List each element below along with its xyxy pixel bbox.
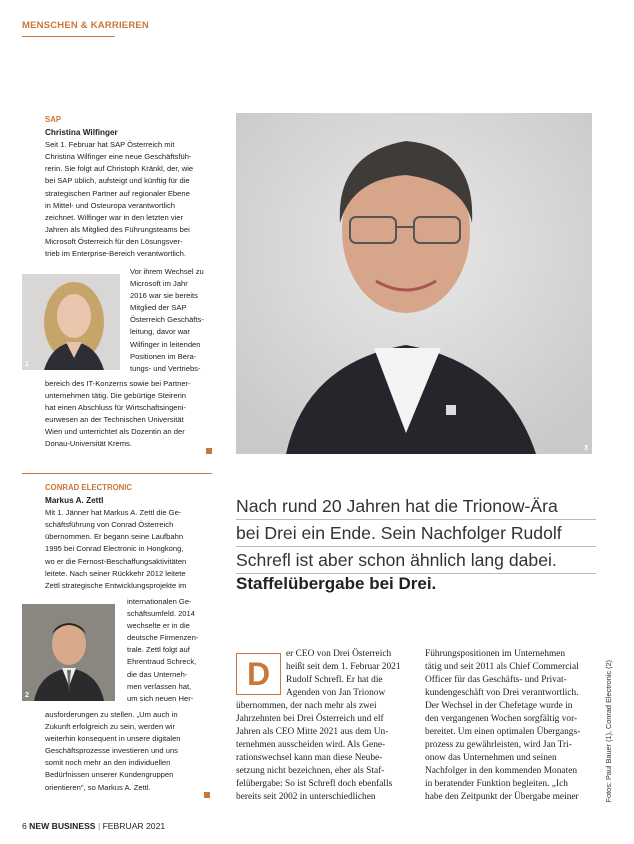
section-label: MENSCHEN & KARRIEREN: [22, 20, 149, 31]
sap-company: SAP: [45, 115, 62, 124]
conrad-end-mark: [204, 792, 210, 798]
conrad-lines_full-line: 1995 bei Conrad Electronic in Hongkong,: [45, 544, 184, 554]
conrad-lines_after-line: orientieren", so Markus A. Zettl.: [45, 782, 151, 792]
conrad-lines_full-line: leitete. Nach seiner Rückkehr 2012 leitete: [45, 568, 186, 578]
conrad-lines_narrow-line: die das Unterneh-: [127, 669, 188, 679]
photo-credit: Fotos: Paul Bauer (1), Conrad Electronic (2): [604, 660, 613, 803]
photo-number-1: 1: [25, 361, 29, 368]
article-col1_beside-line: heißt seit dem 1. Februar 2021: [286, 662, 401, 672]
article-col1_rest-line: felübergabe: So ist Schrefl doch ebenfalls: [236, 779, 393, 789]
sap-lines_full-line: Microsoft Österreich für den Lösungsver-: [45, 236, 183, 246]
page-footer: [22, 821, 165, 831]
sap-lines_narrow-line: Vor ihrem Wechsel zu: [130, 267, 204, 276]
sap-lines_narrow-line: Österreich Geschäfts-: [130, 315, 204, 325]
sap-lines_full-line: Christina Wilfinger eine neue Geschäftsfüh-: [45, 152, 192, 162]
sap-text-narrow: [130, 266, 222, 375]
sap-lines_narrow-line: Positionen im Bera-: [130, 351, 197, 361]
sap-lines_full-line: Jahren als Mitglied des Führungsteams bei: [45, 224, 190, 234]
article-col1_rest-line: setzung nicht bezeichnen, eher als Staf-: [236, 766, 385, 776]
footer-separator: |: [97, 821, 101, 831]
sap-lines_after-line: Donau-Universität Krems.: [45, 439, 132, 449]
sap-lines_after-line: unternehmen tätig. Die gebürtige Steirerin: [45, 391, 186, 401]
article-col2: [425, 648, 594, 804]
article-col2-line: tätig und seit 2011 als Chief Commercial: [425, 662, 579, 672]
sap-lines_after-line: bereich des IT-Konzerns sowie bei Partner-: [45, 379, 191, 388]
sap-person-name: Christina Wilfinger: [45, 128, 118, 138]
headline-line-3: Schrefl ist aber schon ähnlich lang dabei.: [236, 547, 596, 574]
sap-block: [45, 114, 215, 260]
article-col2-line: prozess zu gewährleisten, wird Jan Tri-: [425, 740, 572, 750]
conrad-lines_full-line: übernommen. Er begann seine Laufbahn: [45, 532, 184, 542]
sap-text-after: [45, 378, 217, 451]
photo-rudolf-schrefl: [236, 113, 592, 454]
article-col1_rest-line: bereits seit 2002 in unterschiedlichen: [236, 792, 376, 802]
conrad-lines_after-line: ausforderungen zu stellen. „Um auch in: [45, 710, 178, 719]
photo-number-2: 2: [25, 692, 29, 699]
sap-lines_full-line: rerin. Sie folgt auf Christoph Kränkl, der, wie: [45, 164, 194, 174]
article-col2-line: Nachfolger in den kommenden Monaten: [425, 766, 578, 776]
article-col1_rest-line: ternehmen ausscheiden wird. Als Gene-: [236, 740, 386, 750]
conrad-lines_narrow-line: Ehrentraud Schreck,: [127, 657, 197, 667]
sap-lines_full-line: zeichnet. Wilfinger war in den letzten vier: [45, 212, 184, 222]
sap-lines_narrow-line: tungs- und Vertriebs-: [130, 363, 201, 373]
conrad-company: CONRAD ELECTRONIC: [45, 483, 133, 492]
sap-lines_full-line: trieb im Enterprise-Bereich verantwortlich.: [45, 249, 186, 259]
article-col2-line: Führungspositionen im Unternehmen: [425, 649, 566, 659]
conrad-lines_narrow-line: deutsche Firmenzen-: [127, 633, 199, 643]
sap-lines_narrow-line: leitung, davor war: [130, 327, 190, 337]
sap-lines_full-line: strategischen Partner auf regionaler Ebene: [45, 188, 190, 198]
article-dropcap: D: [236, 653, 281, 695]
article-col1_rest-line: übernommen, der nach mehr als zwei: [236, 701, 377, 711]
conrad-lines_full-line: Zettl strategische Entwicklungsprojekte im: [45, 580, 187, 590]
photo-markus-zettl: [22, 604, 115, 701]
photo-christina-wilfinger: [22, 274, 120, 370]
article-col2-line: bereitet. Um einen optimalen Übergangs-: [425, 727, 581, 737]
page-number: 6: [22, 821, 27, 831]
sap-lines_full-line: Seit 1. Februar hat SAP Österreich mit: [45, 140, 175, 150]
article-headline: [236, 493, 596, 574]
article-col1_rest-line: Jahren als CEO Mitte 2021 aus dem Un-: [236, 727, 389, 737]
headline-line-1: Nach rund 20 Jahren hat die Trionow-Ära: [236, 493, 596, 520]
magazine-name: NEW BUSINESS: [29, 821, 96, 831]
article-col2-line: den vergangenen Wochen sorgfältig vor-: [425, 714, 578, 724]
conrad-lines_narrow-line: internationalen Ge-: [127, 597, 192, 606]
sap-end-mark: [206, 448, 212, 454]
conrad-lines_after-line: weiterhin konsequent in unsere digitalen: [45, 734, 181, 744]
sap-lines_after-line: eurwesen an der Technischen Universität: [45, 415, 184, 425]
conrad-lines_after-line: Bedürfnissen unserer Kundengruppen: [45, 770, 174, 780]
conrad-lines_after-line: Zukunft erfolgreich zu sein, werden wir: [45, 722, 175, 732]
article-col1-beside: [286, 648, 413, 700]
article-col1-rest: [236, 700, 413, 804]
sap-lines_full-line: bei SAP üblich, aufsteigt und künftig für die: [45, 176, 190, 186]
article-col2-line: habe den Zeitpunkt der Übergabe meiner: [425, 792, 579, 802]
article-col2-line: in beratender Funktion begleiten. „Ich: [425, 779, 568, 789]
photo-number-3: 3: [584, 445, 588, 452]
conrad-lines_full-line: Mit 1. Jänner hat Markus A. Zettl die Ge-: [45, 508, 182, 518]
article-col1_beside-line: Rudolf Schrefl. Er hat die: [286, 675, 383, 685]
article-col1_rest-line: rationswechsel kann man diese Neube-: [236, 753, 383, 763]
conrad-lines_narrow-line: wechselte er in die: [127, 621, 190, 631]
article-col1_rest-line: Jahrzehnten bei Drei Österreich und elf: [236, 714, 384, 724]
conrad-lines_full-line: schäftsführung von Conrad Österreich: [45, 520, 174, 530]
article-col1_beside-line: Agenden von Jan Trionow: [286, 688, 386, 698]
conrad-text-after: [45, 709, 217, 794]
sap-lines_full-line: in Mittel- und Osteuropa verantwortlich: [45, 200, 175, 210]
conrad-lines_after-line: somit noch mehr an den individuellen: [45, 758, 171, 768]
article-col2-line: Officer für das Geschäfts- und Privat-: [425, 675, 567, 685]
sap-lines_after-line: Wien und unterrichtet als Dozentin an der: [45, 427, 185, 437]
sap-lines_narrow-line: 2016 war sie bereits: [130, 291, 198, 301]
sap-lines_after-line: hat einen Abschluss für Wirtschaftsingeni-: [45, 403, 186, 413]
conrad-block: [45, 482, 217, 592]
article-col2-line: onow das Unternehmen und seinen: [425, 753, 557, 763]
conrad-text-narrow: [127, 596, 222, 705]
sap-lines_narrow-line: Wilfinger in leitenden: [130, 339, 201, 349]
sap-lines_narrow-line: Mitglied der SAP: [130, 303, 187, 313]
conrad-person-name: Markus A. Zettl: [45, 496, 104, 506]
article-col2-line: Der Wechsel in der Chefetage wurde in: [425, 701, 573, 711]
sap-text-full: [45, 139, 215, 260]
conrad-lines_narrow-line: trale. Zettl folgt auf: [127, 645, 190, 655]
issue-date: FEBRUAR 2021: [102, 821, 166, 831]
conrad-lines_narrow-line: men verlassen hat,: [127, 681, 192, 691]
article-col2-line: kundengeschäft von Drei verantwortlich.: [425, 688, 579, 698]
sap-lines_narrow-line: Microsoft im Jahr: [130, 279, 188, 289]
headline-line-2: bei Drei ein Ende. Sein Nachfolger Rudolf: [236, 520, 596, 547]
conrad-text-full: [45, 507, 217, 592]
article-title: Staffelübergabe bei Drei.: [236, 574, 437, 593]
conrad-lines_after-line: Geschäftsprozesse investieren und uns: [45, 746, 178, 756]
block-divider: [22, 473, 212, 474]
conrad-lines_narrow-line: um sich neuen Her-: [127, 693, 194, 703]
article-col1_beside-line: er CEO von Drei Österreich: [286, 649, 392, 659]
section-divider: [22, 36, 115, 37]
conrad-lines_narrow-line: schäftsumfeld. 2014: [127, 609, 195, 619]
conrad-lines_full-line: wo er die Fernost-Beschaffungsaktivitäten: [45, 556, 187, 566]
